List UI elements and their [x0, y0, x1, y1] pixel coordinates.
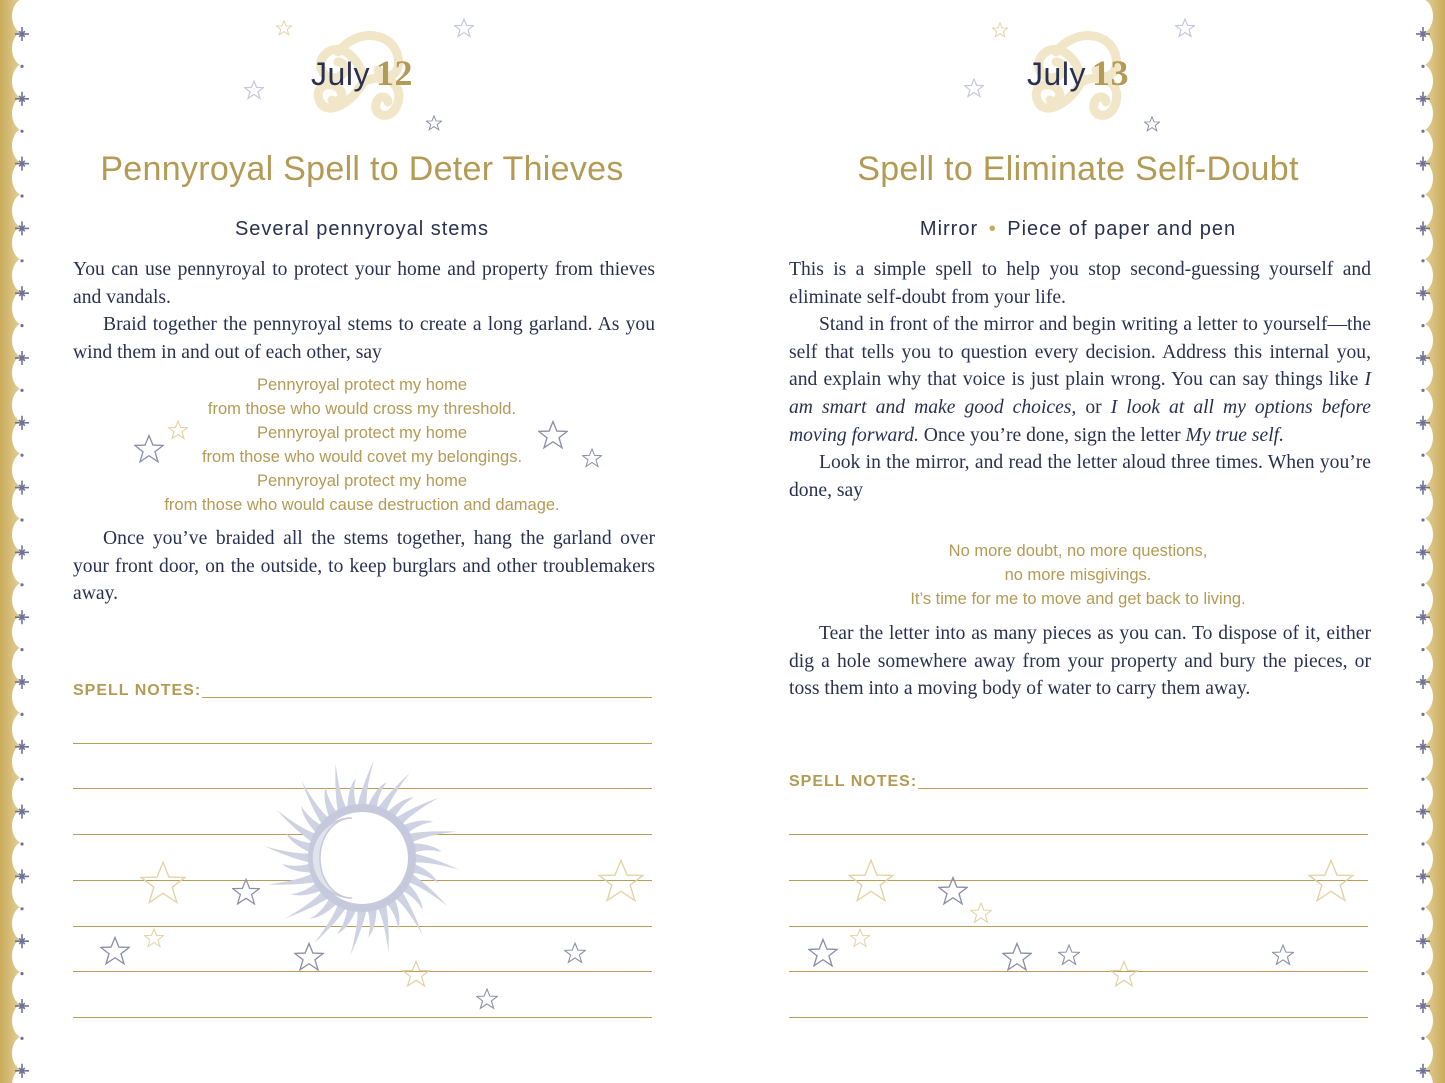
star-icon [276, 20, 292, 36]
star-icon [1308, 858, 1354, 904]
notes-line[interactable] [73, 971, 652, 972]
ingredient-item: Piece of paper and pen [1007, 218, 1237, 240]
body-italic: I look at all my options before moving forward. [789, 396, 1371, 446]
date-heading [36, 52, 688, 94]
body-paragraph: This is a simple spell to help you stop second-guessing yourself and eliminate self-doubt from your life. [789, 259, 1371, 308]
body-paragraph: Braid together the pennyroyal stems to create a long garland. As you wind them in and out of each other, say [73, 314, 655, 363]
chant-line: from those who would covet my belongings. [201, 448, 523, 466]
spell-body-closing [73, 525, 655, 608]
body-paragraph: Look in the mirror, and read the letter aloud three times. When you’re done, say [789, 452, 1371, 501]
bullet-separator: • [988, 218, 997, 240]
chant-line: No more doubt, no more questions, [948, 542, 1208, 560]
ingredient-item: Mirror [919, 218, 979, 240]
chant-line: no more misgivings. [1004, 566, 1152, 584]
body-text: Once you’re done, sign the letter [918, 424, 1186, 446]
star-icon [992, 22, 1008, 38]
chant [36, 373, 688, 517]
notes-line[interactable] [789, 926, 1368, 927]
star-icon [598, 858, 644, 904]
notes-line[interactable] [789, 1017, 1368, 1018]
star-icon [1272, 944, 1294, 966]
notes-line[interactable] [73, 926, 652, 927]
body-paragraph: Once you’ve braided all the stems together, hang the garland over your front door, on the outside, to keep burglars and other troublemakers away. [73, 528, 655, 605]
star-icon [1175, 18, 1195, 38]
star-icon [294, 942, 324, 972]
body-paragraph: Tear the letter into as many pieces as you can. To dispose of it, either dig a hole somewhere away from your property and bury the pieces, or toss them into a moving body of water to carry them away. [789, 623, 1371, 700]
star-icon [970, 902, 992, 924]
date-heading [752, 52, 1404, 94]
spell-body [73, 256, 655, 366]
star-icon [144, 928, 164, 948]
star-icon [476, 988, 498, 1010]
body-paragraph: You can use pennyroyal to protect your home and property from thieves and vandals. [73, 259, 655, 308]
ingredients-line [36, 218, 688, 241]
notes-line[interactable] [73, 1017, 652, 1018]
chant-line: It’s time for me to move and get back to living. [910, 590, 1246, 608]
notes-line[interactable] [918, 788, 1368, 789]
spell-title: Spell to Eliminate Self-Doubt [857, 150, 1299, 188]
spell-notes-label: SPELL NOTES: [789, 773, 918, 790]
notes-line[interactable] [73, 834, 652, 835]
notes-line[interactable] [73, 788, 652, 789]
date-month: July [311, 56, 370, 92]
star-icon [1144, 116, 1160, 132]
notes-line[interactable] [73, 743, 652, 744]
spell-title: Pennyroyal Spell to Deter Thieves [100, 150, 624, 188]
star-icon [1058, 944, 1080, 966]
left-page [36, 0, 688, 1083]
right-page [752, 0, 1404, 1083]
star-icon [848, 858, 894, 904]
chant [752, 539, 1404, 611]
chant-line: from those who would cross my threshold. [207, 400, 517, 418]
chant-line: from those who would cause destruction and damage. [164, 496, 560, 514]
chant-line: Pennyroyal protect my home [256, 472, 467, 490]
notes-line[interactable] [789, 880, 1368, 881]
star-icon [426, 115, 442, 131]
date-day: 12 [375, 53, 413, 93]
notes-line[interactable] [789, 834, 1368, 835]
body-paragraph [789, 311, 1371, 449]
body-text: Stand in front of the mirror and begin writing a letter to yourself—the self that tells you to question every decision. Address this internal you, and explain why that voice is just plain wrong. You can say things like [789, 314, 1371, 391]
star-icon [808, 938, 838, 968]
star-icon [100, 936, 130, 966]
star-icon [564, 942, 586, 964]
star-icon [140, 860, 186, 906]
star-icon [1002, 942, 1032, 972]
ingredient-item: Several pennyroyal stems [234, 218, 490, 240]
star-icon [850, 928, 870, 948]
right-scallop-edge [1403, 0, 1439, 1083]
body-italic: I am smart and make good choices, [789, 369, 1371, 418]
date-month: July [1027, 56, 1086, 92]
spell-body-closing [789, 620, 1371, 703]
chant-line: Pennyroyal protect my home [256, 424, 467, 442]
star-icon [1110, 960, 1138, 988]
spell-body [789, 256, 1371, 504]
spell-notes-label: SPELL NOTES: [73, 682, 202, 699]
notes-line[interactable] [202, 697, 652, 698]
chant-line: Pennyroyal protect my home [256, 376, 467, 394]
notes-line[interactable] [73, 880, 652, 881]
ingredients-line [752, 218, 1404, 241]
star-icon [454, 18, 474, 38]
star-icon [402, 960, 430, 988]
body-italic: My true self. [1185, 424, 1285, 446]
star-icon [232, 878, 260, 906]
notes-line[interactable] [789, 971, 1368, 972]
date-day: 13 [1091, 53, 1129, 93]
body-text: or [1076, 396, 1111, 418]
